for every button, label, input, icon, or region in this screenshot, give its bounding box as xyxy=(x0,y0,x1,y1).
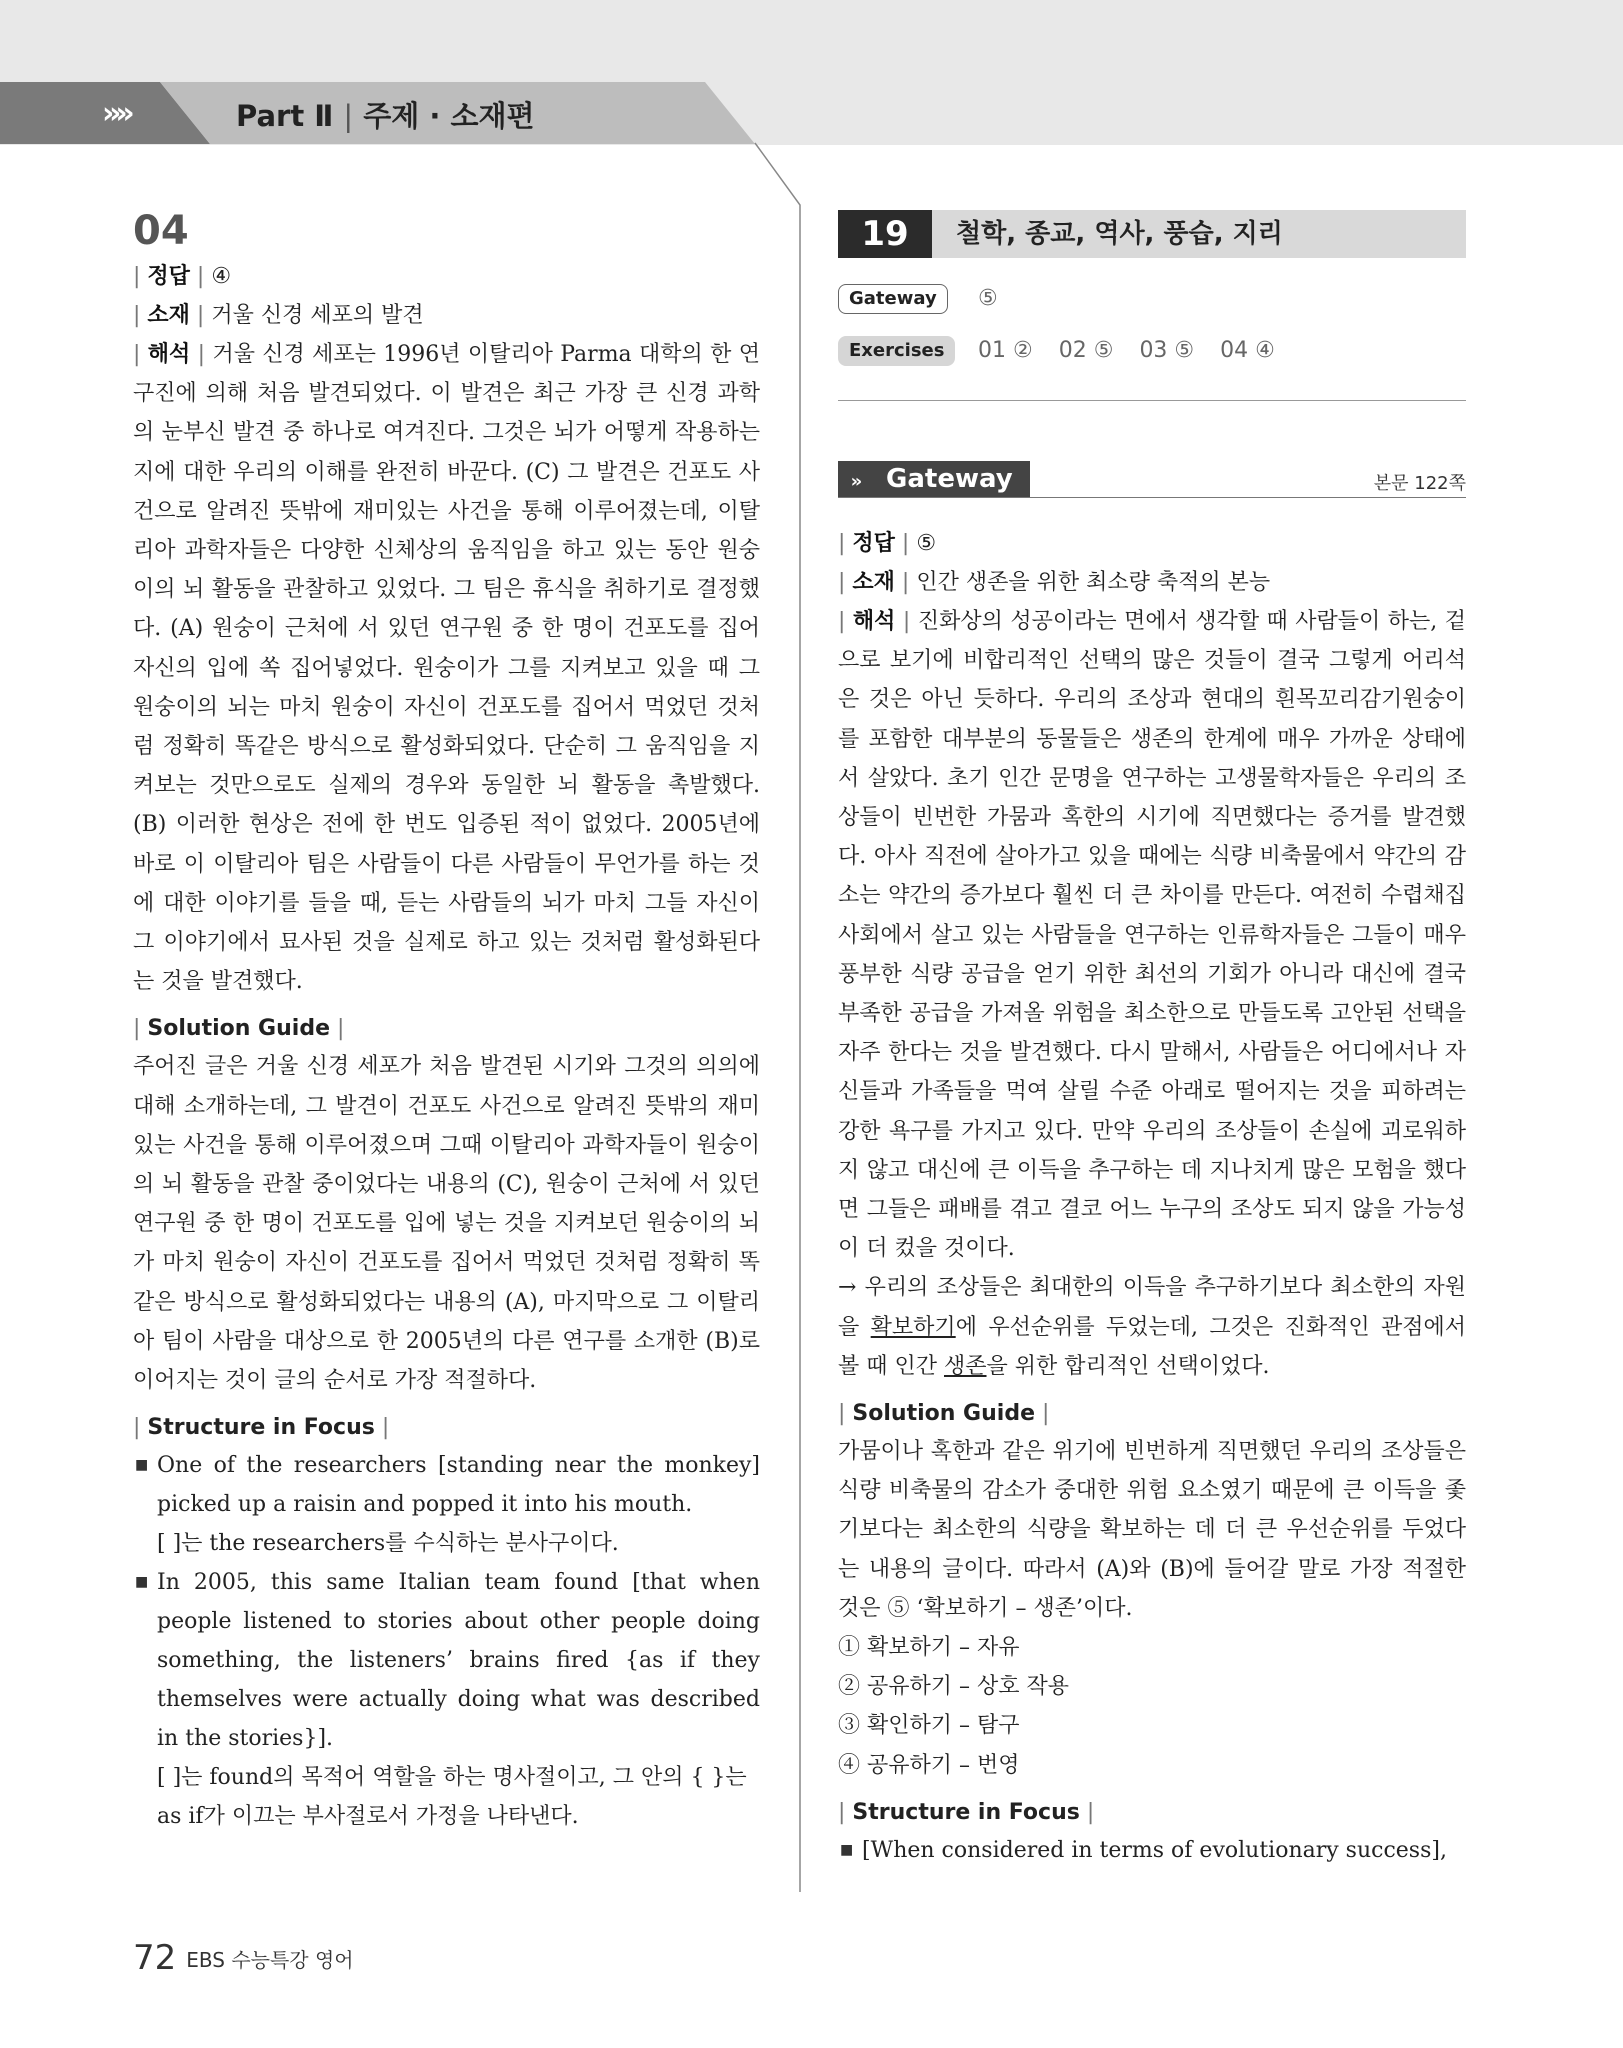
horizontal-rule xyxy=(838,400,1466,401)
option-item: ② 공유하기 – 상호 작용 xyxy=(838,1674,1069,1700)
topic-tag: | 소재 | xyxy=(838,570,909,595)
question-number: 04 xyxy=(133,208,189,254)
exercise-answer: 02 ⑤ xyxy=(1058,338,1114,363)
structure-item xyxy=(133,1563,760,1758)
structure-list xyxy=(133,1563,760,1758)
topic-value: 거울 신경 세포의 발견 xyxy=(211,303,424,328)
exercises-answers xyxy=(978,338,1301,363)
gateway-answer: ⑤ xyxy=(978,286,998,311)
answer-tag: | 정답 | xyxy=(838,531,909,556)
summary-text: 을 위한 합리적인 선택이었다. xyxy=(986,1353,1270,1379)
structure-sentence: In 2005, this same Italian team found [that when people listened to stories about other people doing something, the listeners’ brains fired {as if they themselves were actually doing what was described in the stories}]. xyxy=(157,1570,760,1752)
left-column xyxy=(133,205,760,1836)
part-title: 주제 · 소재편 xyxy=(363,99,535,133)
structure-item xyxy=(133,1446,760,1524)
topic-tag: | 소재 | xyxy=(133,303,204,328)
option-item: ④ 공유하기 – 번영 xyxy=(838,1752,1020,1778)
header-title xyxy=(236,94,534,135)
gateway-badge: Gateway xyxy=(838,284,948,314)
topic-line xyxy=(838,563,1466,602)
answer-line xyxy=(133,257,760,296)
solution-guide-heading: | Solution Guide | xyxy=(133,1011,760,1047)
translation-text: 거울 신경 세포는 1996년 이탈리아 Parma 대학의 한 연구진에 의해 처음 발견되었다. 이 발견은 최근 가장 큰 신경 과학의 눈부신 발견 중 하나로 여겨진다. 그것은 뇌가 어떻게 작용하는지에 대한 우리의 이해를 완전히 바꾼다. (C) 그 발견은 건포도 사건으로 알려진 뜻밖에 재미있는 사건을 통해 이루어졌는데, 이탈리아 과학자들은 다양한 신체상의 움직임을 하고 있는 동안 원숭이의 뇌 활동을 관찰하고 있었다. 그 팀은 휴식을 취하기로 결정했다. (A) 원숭이 근처에 서 있던 연구원 중 한 명이 건포도를 집어 자신의 입에 쏙 집어넣었다. 원숭이가 그를 지켜보고 있을 때 그 원숭이의 뇌는 마치 원숭이 자신이 건포도를 집어서 먹었던 것처럼 정확히 똑같은 방식으로 활성화되었다. 단순히 그 움직임을 지켜보는 것만으로도 실제의 경우와 동일한 뇌 활동을 촉발했다. (B) 이러한 현상은 전에 한 번도 입증된 적이 없었다. 2005년에 바로 이 이탈리아 팀은 사람들이 다른 사람들이 무언가를 하는 것에 대한 이야기를 들을 때, 듣는 사람들의 뇌가 마치 그들 자신이 그 이야기에서 묘사된 것을 실제로 하고 있는 것처럼 활성화된다는 것을 발견했다. xyxy=(133,342,761,995)
structure-note: [ ]는 found의 목적어 역할을 하는 명사절이고, 그 안의 { }는 as if가 이끄는 부사절로서 가정을 나타낸다. xyxy=(157,1765,747,1830)
page-number: 72 xyxy=(133,1938,177,1978)
gateway-heading-text: Gateway xyxy=(886,464,1013,494)
structure-list xyxy=(133,1446,760,1524)
structure-heading: | Structure in Focus | xyxy=(838,1795,1466,1831)
option-item: ① 확보하기 – 자유 xyxy=(838,1635,1020,1661)
answer-tag: | 정답 | xyxy=(133,264,204,289)
exercises-answer-row xyxy=(838,336,1466,376)
section-number: 19 xyxy=(838,210,932,258)
summary-text: 에 우선순위를 두었는데, 그것은 진화적인 관점에서 볼 때 인간 xyxy=(838,1314,1466,1379)
right-column xyxy=(838,210,1466,1870)
translation-text: 진화상의 성공이라는 면에서 생각할 때 사람들이 하는, 겉으로 보기에 비합리적인 선택의 많은 것들이 결국 그렇게 어리석은 것은 아닌 듯하다. 우리의 조상과 현대의 흰목꼬리감기원숭이를 포함한 대부분의 동물들은 생존의 한계에 매우 가까운 상태에서 살았다. 초기 인간 문명을 연구하는 고생물학자들은 우리의 조상들이 빈번한 가뭄과 혹한의 시기에 직면했다는 증거를 발견했다. 아사 직전에 살아가고 있을 때에는 식량 비축물에서 약간의 감소는 약간의 증가보다 훨씬 더 큰 차이를 만든다. 여전히 수렵채집 사회에서 살고 있는 사람들을 연구하는 인류학자들은 그들이 매우 풍부한 식량 공급을 얻기 위한 최선의 기회가 아니라 대신에 결국 부족한 공급을 가져올 위험을 최소한으로 만들도록 고안된 선택을 자주 한다는 것을 발견했다. 다시 말해서, 사람들은 어디에서나 자신들과 가족들을 먹여 살릴 수준 아래로 떨어지는 것을 피하려는 강한 욕구를 가지고 있다. 만약 우리의 조상들이 손실에 괴로워하지 않고 대신에 큰 이득을 추구하는 데 지나치게 많은 모험을 했다면 그들은 패배를 겪고 결코 어느 누구의 조상도 되지 않을 가능성이 더 컸을 것이다. xyxy=(838,609,1467,1262)
exercise-answer: 01 ② xyxy=(978,338,1033,363)
summary-line xyxy=(838,1268,1466,1386)
structure-heading: | Structure in Focus | xyxy=(133,1410,760,1446)
structure-item xyxy=(838,1831,1466,1870)
topic-value: 인간 생존을 위한 최소량 축적의 본능 xyxy=(916,570,1271,595)
topic-line xyxy=(133,296,760,335)
book-title: EBS 수능특강 영어 xyxy=(186,1947,354,1972)
translation-paragraph xyxy=(838,602,1466,1268)
summary-blank-a: 확보하기 xyxy=(870,1314,956,1340)
structure-sentence: [When considered in terms of evolutionary success], xyxy=(862,1837,1447,1863)
exercise-answer: 04 ④ xyxy=(1220,338,1275,363)
solution-guide-text: 주어진 글은 거울 신경 세포가 처음 발견된 시기와 그것의 의의에 대해 소개하는데, 그 발견이 건포도 사건으로 알려진 뜻밖의 재미있는 사건을 통해 이루어졌으며 그때 이탈리아 과학자들이 원숭이의 뇌 활동을 관찰 중이었다는 내용의 (C), 원숭이 근처에 서 있던 연구원 중 한 명이 건포도를 입에 넣는 것을 지켜보던 원숭이의 뇌가 마치 원숭이 자신이 건포도를 집어서 먹었던 것처럼 정확히 똑같은 방식으로 활성화되었다는 내용의 (A), 마지막으로 그 이탈리아 팀이 사람을 대상으로 한 2005년의 다른 연구를 소개한 (B)로 이어지는 것이 글의 순서로 가장 적절하다. xyxy=(133,1054,760,1394)
option-item: ③ 확인하기 – 탐구 xyxy=(838,1713,1020,1739)
summary-blank-b: 생존 xyxy=(944,1353,987,1379)
part-label: Part Ⅱ xyxy=(236,99,334,133)
gateway-heading xyxy=(838,461,1466,498)
gateway-heading-label xyxy=(838,461,1030,497)
page-reference: 본문 122쪽 xyxy=(1373,473,1466,494)
section-header xyxy=(838,210,1466,258)
gateway-answer-row xyxy=(838,284,1466,324)
explain-tag: | 해석 | xyxy=(838,609,910,634)
answer-line xyxy=(838,524,1466,563)
exercise-answer: 03 ⑤ xyxy=(1139,338,1195,363)
exercises-badge: Exercises xyxy=(838,336,955,366)
solution-guide-text: 가뭄이나 혹한과 같은 위기에 빈번하게 직면했던 우리의 조상들은 식량 비축물의 감소가 중대한 위험 요소였기 때문에 큰 이득을 좇기보다는 최소한의 식량을 확보하는 데 더 큰 우선순위를 두었다는 내용의 글이다. 따라서 (A)와 (B)에 들어갈 말로 가장 적절한 것은 ⑤ ‘확보하기 – 생존’이다. xyxy=(838,1439,1466,1621)
answer-value: ④ xyxy=(211,264,232,289)
structure-note: [ ]는 the researchers를 수식하는 분사구이다. xyxy=(157,1531,619,1557)
header-separator: | xyxy=(343,99,354,133)
section-title: 철학, 종교, 역사, 풍습, 지리 xyxy=(956,219,1283,249)
translation-paragraph xyxy=(133,335,760,1001)
page-footer xyxy=(133,1938,354,1978)
gateway-chevron-icon: » xyxy=(850,471,860,492)
summary-text: → 우리의 조상들은 최대한의 이득을 추구하기보다 최소한의 자원을 xyxy=(838,1275,1466,1340)
explain-tag: | 해석 | xyxy=(133,342,205,367)
answer-value: ⑤ xyxy=(916,531,937,556)
header-chevron-icon: »» xyxy=(102,96,129,131)
solution-guide-heading: | Solution Guide | xyxy=(838,1396,1466,1432)
structure-sentence: One of the researchers [standing near the monkey] picked up a raisin and popped it into his mouth. xyxy=(157,1453,760,1518)
structure-list xyxy=(838,1831,1466,1870)
